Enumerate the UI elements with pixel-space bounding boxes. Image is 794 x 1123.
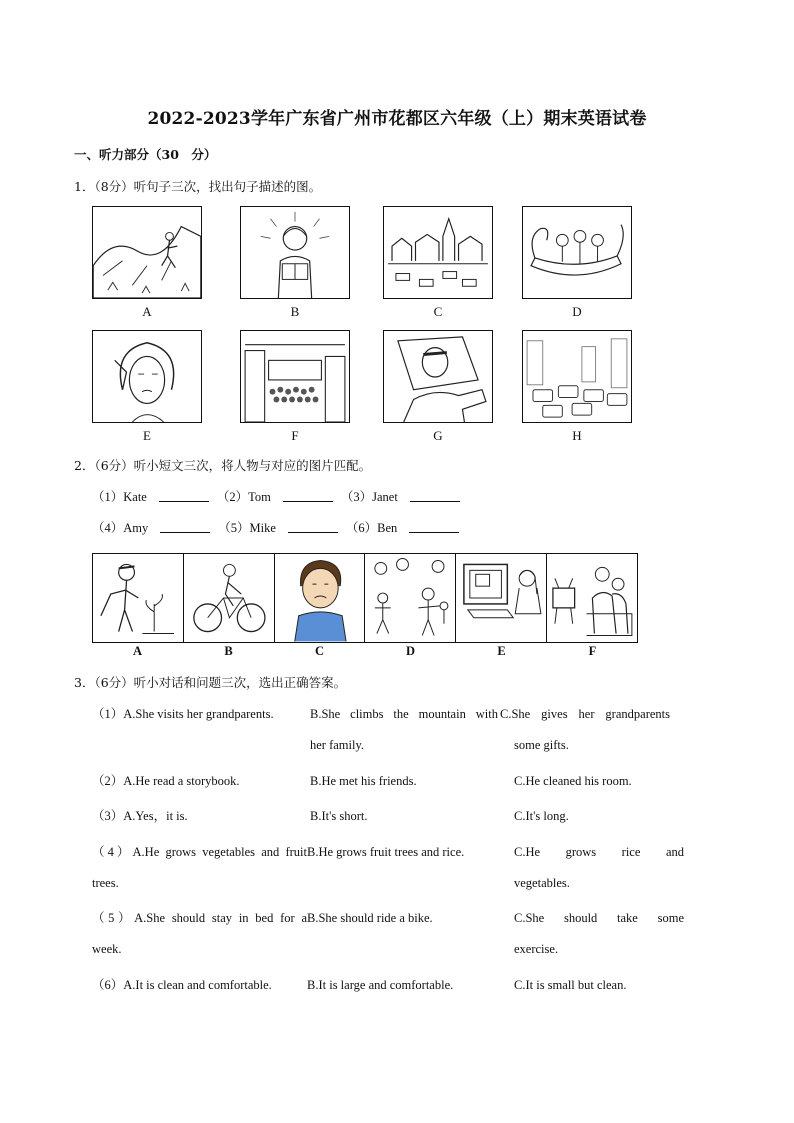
match-row-1 [92, 487, 468, 505]
answer-blank[interactable] [283, 500, 333, 502]
option-2b[interactable]: B.He met his friends. [310, 774, 417, 788]
option-4a[interactable]: （4）A.He grows vegetables and fruit trees. [92, 845, 307, 890]
crowd-city-icon [241, 331, 349, 422]
section-listening-heading: 一、听力部分（30 分） [74, 147, 217, 162]
strip-label-a: A [132, 644, 143, 658]
answer-blank[interactable] [160, 531, 210, 533]
picture-label-c: C [433, 304, 443, 319]
answer-blank[interactable] [159, 500, 209, 502]
option-3b[interactable]: B.It's short. [310, 809, 368, 823]
planting-tree-icon [93, 554, 183, 642]
picking-apples-icon [365, 554, 455, 642]
match-item: （5）Mike [218, 518, 346, 536]
picture-d [522, 206, 632, 299]
question-2-heading: 2．（6分）听小短文三次，将人物与对应的图片匹配。 [74, 458, 372, 473]
reading-girl-icon [241, 207, 349, 298]
picture-label-a: A [142, 304, 152, 319]
option-1a[interactable]: （1）A.She visits her grandparents. [92, 707, 274, 721]
page-title: 2022-2023学年广东省广州市花都区六年级（上）期末英语试卷 [147, 109, 647, 129]
picture-label-f: F [291, 428, 299, 443]
sick-in-bed-icon [384, 331, 492, 422]
watching-tv-icon [547, 554, 637, 642]
strip-picture-b [184, 554, 275, 642]
picture-strip [92, 553, 638, 643]
picture-f [240, 330, 350, 423]
traffic-jam-icon [523, 331, 631, 422]
strip-label-c: C [314, 644, 325, 658]
option-4b[interactable]: B.He grows fruit trees and rice. [307, 845, 465, 859]
option-3a[interactable]: （3）A.Yes，it is. [92, 809, 188, 823]
option-5b[interactable]: B.She should ride a bike. [307, 911, 433, 925]
match-item: （1）Kate [92, 487, 217, 505]
picture-g [383, 330, 493, 423]
strip-label-d: D [405, 644, 416, 658]
answer-blank[interactable] [410, 500, 460, 502]
dragon-boat-icon [523, 207, 631, 298]
cycling-icon [184, 554, 274, 642]
strip-picture-f [547, 554, 637, 642]
headache-woman-icon [93, 331, 201, 422]
picture-e [92, 330, 202, 423]
picture-label-d: D [572, 304, 582, 319]
match-item: （2）Tom [217, 487, 341, 505]
strip-label-e: E [497, 644, 506, 658]
option-5a[interactable]: （5）A.She should stay in bed for a week. [92, 911, 307, 956]
computer-icon [456, 554, 546, 642]
option-6a[interactable]: （6）A.It is clean and comfortable. [92, 978, 272, 992]
option-4c[interactable]: C.He grows rice and vegetables. [514, 845, 684, 890]
strip-picture-d [365, 554, 456, 642]
match-item: （3）Janet [341, 487, 468, 505]
option-1b[interactable]: B.She climbs the mountain with her family. [310, 707, 498, 752]
question-1-heading: 1．（8分）听句子三次，找出句子描述的图。 [74, 179, 322, 194]
picture-b [240, 206, 350, 299]
strip-label-b: B [224, 644, 233, 658]
option-2c[interactable]: C.He cleaned his room. [514, 774, 632, 788]
option-1c[interactable]: C.She gives her grandparents some gifts. [500, 707, 670, 752]
picture-label-h: H [572, 428, 582, 443]
option-6b[interactable]: B.It is large and comfortable. [307, 978, 454, 992]
farm-village-icon [384, 207, 492, 298]
strip-label-f: F [588, 644, 597, 658]
strip-picture-a [93, 554, 184, 642]
picture-label-e: E [143, 428, 151, 443]
match-item: （4）Amy [92, 518, 218, 536]
option-6c[interactable]: C.It is small but clean. [514, 978, 627, 992]
option-3c[interactable]: C.It's long. [514, 809, 569, 823]
match-item: （6）Ben [346, 518, 467, 536]
picture-label-b: B [290, 304, 300, 319]
sad-boy-icon [275, 554, 365, 642]
match-row-2 [92, 518, 467, 536]
answer-blank[interactable] [409, 531, 459, 533]
picture-h [522, 330, 632, 423]
question-3-heading: 3．（6分）听小对话和问题三次，选出正确答案。 [74, 675, 347, 690]
option-5c[interactable]: C.She should take some exercise. [514, 911, 684, 956]
mountain-climbing-icon [93, 207, 201, 298]
option-2a[interactable]: （2）A.He read a storybook. [92, 774, 240, 788]
answer-blank[interactable] [288, 531, 338, 533]
picture-c [383, 206, 493, 299]
strip-picture-e [456, 554, 547, 642]
strip-picture-c [275, 554, 366, 642]
picture-label-g: G [433, 428, 443, 443]
picture-a [92, 206, 202, 299]
